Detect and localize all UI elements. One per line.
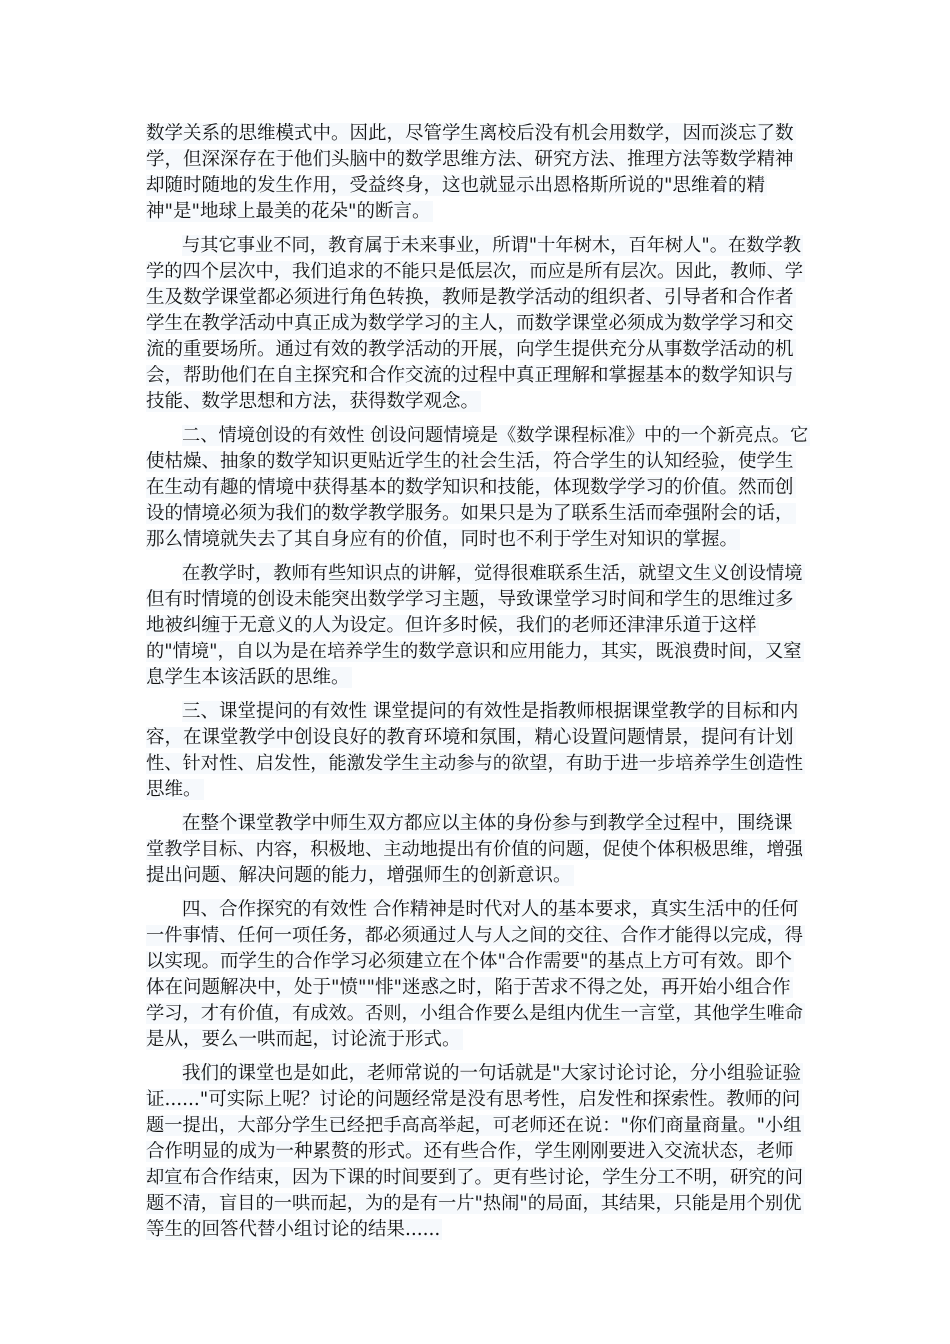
text-line <box>146 1217 810 1243</box>
paragraph <box>146 233 810 415</box>
text-line-content: 二、情境创设的有效性 创设问题情境是《数学课程标准》中的一个新亮点。它 <box>182 425 809 446</box>
text-line-content: 学生在教学活动中真正成为数学学习的主人，而数学课堂必须成为数学学习和交 <box>146 313 794 334</box>
text-line-content: 我们的课堂也是如此，老师常说的一句话就是"大家讨论讨论，分小组验证验 <box>182 1063 802 1084</box>
text-line-content: 体在问题解决中，处于"愤""悱"迷惑之时，陷于苦求不得之处，再开始小组合作 <box>146 977 791 998</box>
text-line-content: 在教学时，教师有些知识点的讲解，觉得很难联系生活，就望文生义创设情境 <box>182 563 803 584</box>
text-line <box>146 897 810 923</box>
text-line-content: 题不清，盲目的一哄而起，为的是有一片"热闹"的局面，其结果，只能是用个别优 <box>146 1193 802 1214</box>
text-line-content: 会，帮助他们在自主探究和合作交流的过程中真正理解和掌握基本的数学知识与 <box>146 365 794 386</box>
text-line-content: 学习，才有价值，有成效。否则，小组合作要么是组内优生一言堂，其他学生唯命 <box>146 1003 803 1024</box>
text-line-content: 与其它事业不同，教育属于未来事业，所谓"十年树木，百年树人"。在数学教 <box>182 235 802 256</box>
text-line <box>146 613 810 639</box>
text-line-content: 性、针对性、启发性，能激发学生主动参与的欲望，有助于进一步培养学生创造性 <box>146 753 803 774</box>
text-line <box>146 587 810 613</box>
text-line-content: 在生动有趣的情境中获得基本的数学知识和技能，体现数学学习的价值。然而创 <box>146 477 794 498</box>
text-line <box>146 811 810 837</box>
text-line <box>146 975 810 1001</box>
text-line-content: 等生的回答代替小组讨论的结果...... <box>146 1219 441 1240</box>
text-line-content: 数学关系的思维模式中。因此，尽管学生离校后没有机会用数学，因而淡忘了数 <box>146 123 794 144</box>
text-line <box>146 475 810 501</box>
text-line <box>146 449 810 475</box>
text-line <box>146 233 810 259</box>
text-line-content: 的"情境"，自以为是在培养学生的数学意识和应用能力，其实，既浪费时间，又窒 <box>146 641 802 662</box>
text-line <box>146 259 810 285</box>
text-line <box>146 199 810 225</box>
text-line-content: 堂教学目标、内容，积极地、主动地提出有价值的问题，促使个体积极思维，增强 <box>146 839 803 860</box>
text-line <box>146 639 810 665</box>
text-line-content: 设的情境必须为我们的数学教学服务。如果只是为了联系生活而牵强附会的话， <box>146 503 794 524</box>
text-line <box>146 311 810 337</box>
text-line-content: 那么情境就失去了其自身应有的价值，同时也不利于学生对知识的掌握。 <box>146 529 739 550</box>
text-line-content: 合作明显的成为一种累赘的形式。还有些合作，学生刚刚要进入交流状态，老师 <box>146 1141 794 1162</box>
text-line <box>146 147 810 173</box>
text-line-content: 使枯燥、抽象的数学知识更贴近学生的社会生活，符合学生的认知经验，使学生 <box>146 451 794 472</box>
text-line <box>146 363 810 389</box>
text-line <box>146 949 810 975</box>
text-line-content: 却宣布合作结束，因为下课的时间要到了。更有些讨论，学生分工不明，研究的问 <box>146 1167 803 1188</box>
text-line <box>146 1139 810 1165</box>
text-line-content: 生及数学课堂都必须进行角色转换，教师是教学活动的组织者、引导者和合作者 <box>146 287 794 308</box>
text-line-content: 四、合作探究的有效性 合作精神是时代对人的基本要求，真实生活中的任何 <box>182 899 799 920</box>
text-line-content: 学，但深深存在于他们头脑中的数学思维方法、研究方法、推理方法等数学精神 <box>146 149 794 170</box>
text-line-content: 流的重要场所。通过有效的教学活动的开展，向学生提供充分从事数学活动的机 <box>146 339 794 360</box>
text-line-content: 是从，要么一哄而起，讨论流于形式。 <box>146 1029 461 1050</box>
text-line <box>146 389 810 415</box>
text-line <box>146 665 810 691</box>
text-line-content: 题一提出，大部分学生已经把手高高举起，可老师还在说："你们商量商量。"小组 <box>146 1115 802 1136</box>
text-line <box>146 1165 810 1191</box>
text-line <box>146 1001 810 1027</box>
paragraph <box>146 423 810 553</box>
text-line-content: 证......"可实际上呢？讨论的问题经常是没有思考性，启发性和探索性。教师的问 <box>146 1089 801 1110</box>
text-line <box>146 423 810 449</box>
text-line-content: 技能、数学思想和方法，获得数学观念。 <box>146 391 480 412</box>
text-line-content: 却随时随地的发生作用，受益终身，这也就显示出恩格斯所说的"思维着的精 <box>146 175 766 196</box>
text-line <box>146 1061 810 1087</box>
paragraph <box>146 811 810 889</box>
document-body <box>146 121 810 1251</box>
text-line-content: 以实现。而学生的合作学习必须建立在个体"合作需要"的基点上方可有效。即个 <box>146 951 793 972</box>
text-line <box>146 527 810 553</box>
text-line-content: 提出问题、解决问题的能力，增强师生的创新意识。 <box>146 865 572 886</box>
text-line <box>146 751 810 777</box>
text-line-content: 学的四个层次中，我们追求的不能只是低层次，而应是所有层次。因此，教师、学 <box>146 261 803 282</box>
text-line <box>146 837 810 863</box>
text-line <box>146 1087 810 1113</box>
text-line <box>146 121 810 147</box>
text-line-content: 息学生本该活跃的思维。 <box>146 667 350 688</box>
paragraph <box>146 699 810 803</box>
text-line <box>146 923 810 949</box>
text-line-content: 一件事情、任何一项任务，都必须通过人与人之间的交往、合作才能得以完成，得 <box>146 925 803 946</box>
text-line <box>146 699 810 725</box>
text-line <box>146 501 810 527</box>
text-line <box>146 777 810 803</box>
text-line-content: 三、课堂提问的有效性 课堂提问的有效性是指教师根据课堂教学的目标和内 <box>182 701 799 722</box>
paragraph <box>146 897 810 1053</box>
text-line <box>146 1113 810 1139</box>
text-line <box>146 285 810 311</box>
paragraph <box>146 561 810 691</box>
text-line <box>146 863 810 889</box>
text-line <box>146 1027 810 1053</box>
text-line-content: 思维。 <box>146 779 202 800</box>
text-line-content: 神"是"地球上最美的花朵"的断言。 <box>146 201 431 222</box>
paragraph <box>146 1061 810 1243</box>
text-line <box>146 337 810 363</box>
text-line <box>146 725 810 751</box>
text-line-content: 在整个课堂教学中师生双方都应以主体的身份参与到教学全过程中，围绕课 <box>182 813 793 834</box>
paragraph <box>146 121 810 225</box>
text-line <box>146 561 810 587</box>
text-line-content: 容，在课堂教学中创设良好的教育环境和氛围，精心设置问题情景，提问有计划 <box>146 727 794 748</box>
text-line <box>146 1191 810 1217</box>
text-line-content: 但有时情境的创设未能突出数学学习主题，导致课堂学习时间和学生的思维过多 <box>146 589 794 610</box>
text-line-content: 地被纠缠于无意义的人为设定。但许多时候，我们的老师还津津乐道于这样 <box>146 615 757 636</box>
text-line <box>146 173 810 199</box>
